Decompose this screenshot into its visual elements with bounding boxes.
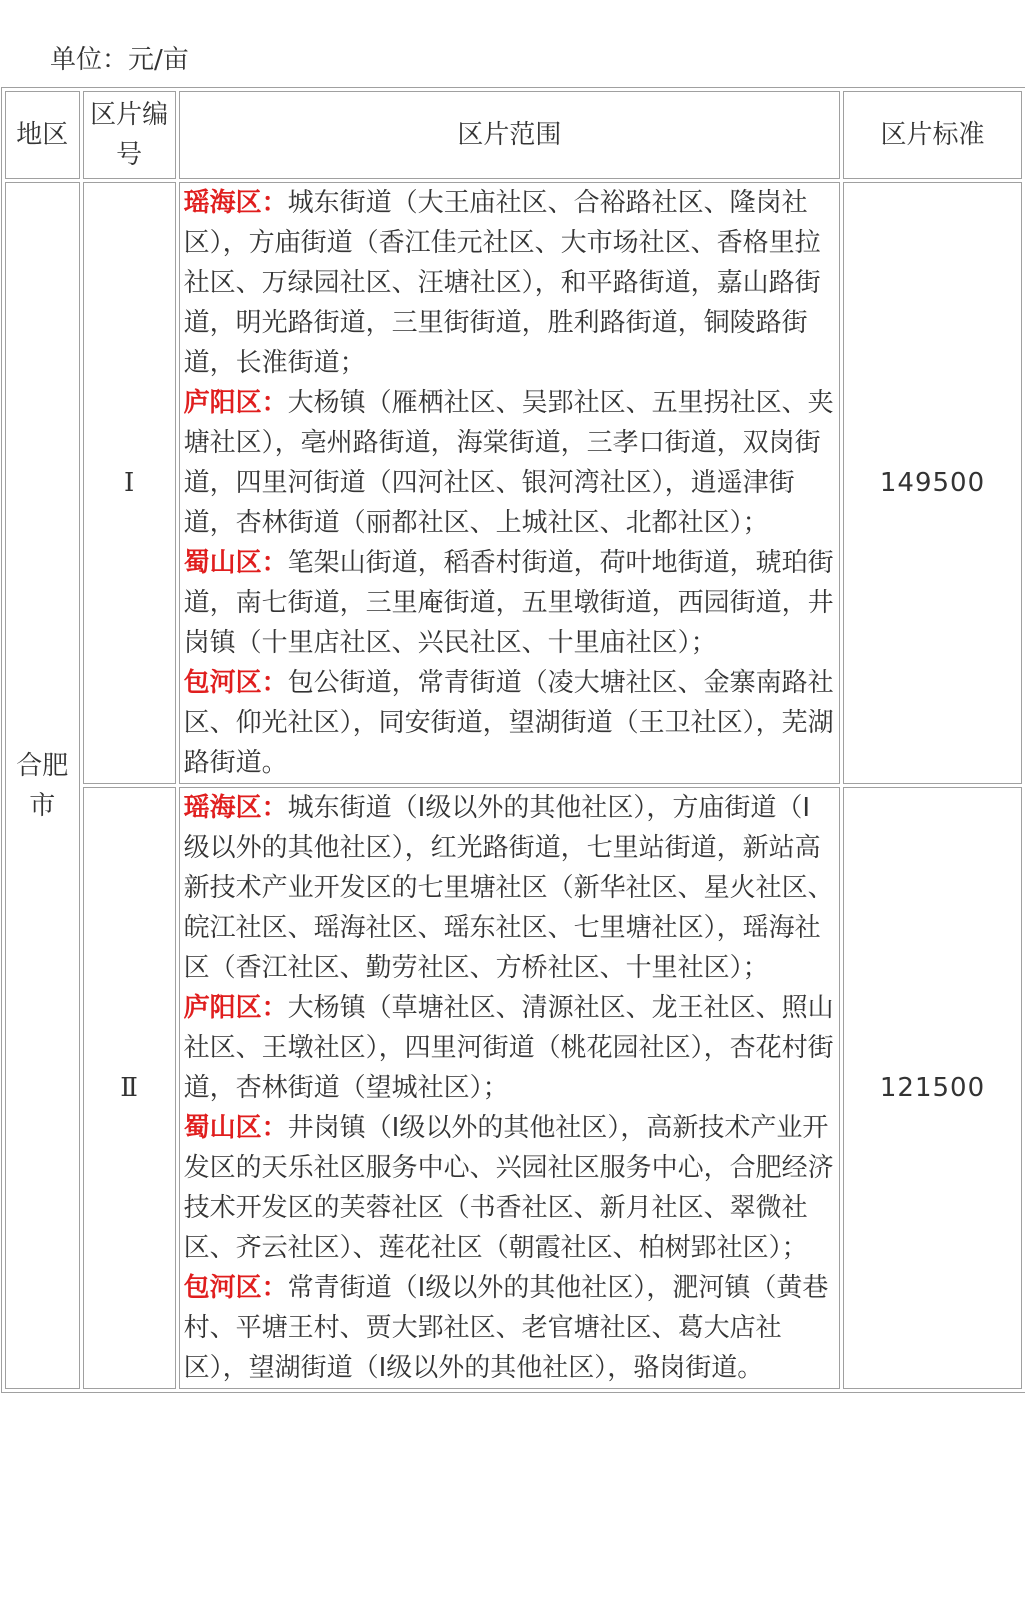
district-label: 庐阳区： bbox=[183, 388, 288, 418]
district-scope: 包公街道，常青街道（凌大塘社区、金寨南路社区、仰光社区），同安街道，望湖街道（王卫社区），芜湖路街道。 bbox=[183, 668, 834, 778]
region-cell: 合肥市 bbox=[5, 182, 80, 1389]
unit-label: 单位：元/亩 bbox=[50, 45, 189, 75]
zone-range-cell bbox=[179, 787, 840, 1389]
district-scope: 笔架山街道，稻香村街道，荷叶地街道，琥珀街道，南七街道，三里庵街道，五里墩街道，西园街道，井岗镇（十里店社区、兴民社区、十里庙社区）； bbox=[183, 548, 834, 658]
table-row bbox=[5, 182, 1022, 784]
zone-number-cell: Ⅱ bbox=[83, 787, 176, 1389]
district-scope: 大杨镇（草塘社区、清源社区、龙王社区、照山社区、王墩社区），四里河街道（桃花园社区），杏花村街道，杏林街道（望城社区）； bbox=[183, 993, 834, 1103]
header-zone-standard: 区片标准 bbox=[843, 91, 1022, 179]
header-row bbox=[5, 91, 1022, 179]
zone-standard-cell: 149500 bbox=[843, 182, 1022, 784]
zone-number-cell: Ⅰ bbox=[83, 182, 176, 784]
district-label: 瑶海区： bbox=[183, 793, 288, 823]
header-zone-number: 区片编号 bbox=[83, 91, 176, 179]
header-region: 地区 bbox=[5, 91, 80, 179]
district-label: 蜀山区： bbox=[183, 548, 288, 578]
district-label: 包河区： bbox=[183, 668, 288, 698]
table-row bbox=[5, 787, 1022, 1389]
zone-range-cell bbox=[179, 182, 840, 784]
district-scope: 城东街道（Ⅰ级以外的其他社区），方庙街道（Ⅰ级以外的其他社区），红光路街道，七里站街道，新站高新技术产业开发区的七里塘社区（新华社区、星火社区、皖江社区、瑶海社区、瑶东社区、七里塘社区），瑶海社区（香江社区、勤劳社区、方桥社区、十里社区）； bbox=[183, 793, 834, 983]
district-scope: 井岗镇（Ⅰ级以外的其他社区），高新技术产业开发区的天乐社区服务中心、兴园社区服务中心，合肥经济技术开发区的芙蓉社区（书香社区、新月社区、翠微社区、齐云社区）、莲花社区（朝霞社区、柏树郢社区）； bbox=[183, 1113, 834, 1263]
district-scope: 大杨镇（雁栖社区、吴郢社区、五里拐社区、夹塘社区），亳州路街道，海棠街道，三孝口街道，双岗街道，四里河街道（四河社区、银河湾社区），逍遥津街道，杏林街道（丽都社区、上城社区、北都社区）； bbox=[183, 388, 834, 538]
zone-standard-cell: 121500 bbox=[843, 787, 1022, 1389]
district-label: 瑶海区： bbox=[183, 188, 288, 218]
land-price-table bbox=[1, 87, 1025, 1393]
district-label: 庐阳区： bbox=[183, 993, 288, 1023]
district-label: 包河区： bbox=[183, 1273, 288, 1303]
district-label: 蜀山区： bbox=[183, 1113, 288, 1143]
district-scope: 常青街道（Ⅰ级以外的其他社区），淝河镇（黄巷村、平塘王村、贾大郢社区、老官塘社区、葛大店社区），望湖街道（Ⅰ级以外的其他社区），骆岗街道。 bbox=[183, 1273, 829, 1383]
district-scope: 城东街道（大王庙社区、合裕路社区、隆岗社区），方庙街道（香江佳元社区、大市场社区、香格里拉社区、万绿园社区、汪塘社区），和平路街道，嘉山路街道，明光路街道，三里街街道，胜利路街道，铜陵路街道，长淮街道； bbox=[183, 188, 821, 378]
header-zone-range: 区片范围 bbox=[179, 91, 840, 179]
